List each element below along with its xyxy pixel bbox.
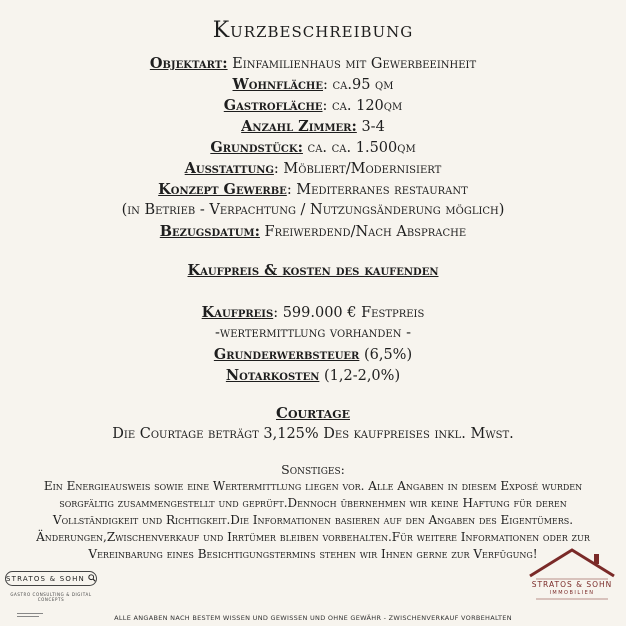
wertermittlung-note: -wertermittlung vorhanden - [215,325,411,341]
detail-wohnflaeche [0,74,626,96]
page-title: Kurzbeschreibung [212,18,414,43]
detail-value: Einfamilienhaus mit Gewerbeeinheit [227,56,477,72]
detail-value: : Möbliert/Modernisiert [273,161,442,177]
detail-label: Konzept Gewerbe [158,181,287,198]
immobilien-logo [522,546,622,606]
grunderwerb-value: (6,5%) [359,347,413,363]
detail-label: Gastrofläche [223,97,323,114]
detail-ausstattung [0,158,626,180]
detail-value: : ca. 120qm [322,98,403,114]
courtage-text: Die Courtage beträgt 3,125% Des kaufpreises inkl. Mwst. [112,426,514,442]
detail-bezugsdatum [0,221,626,243]
detail-value: : ca.95 qm [323,77,394,93]
footer-disclaimer: ALLE ANGABEN NACH BESTEM WISSEN UND GEWISSEN UND OHNE GEWÄHR - ZWISCHENVERKAUF VORBEHALTEN [114,614,512,622]
detail-label: Anzahl Zimmer: [241,118,357,135]
detail-label: Objektart: [149,55,228,72]
kaufpreis-line [0,302,626,324]
notar-value: (1,2-2,0%) [319,368,401,384]
consulting-logo-subtitle: GASTRO CONSULTING & DIGITAL CONCEPTS [10,592,92,602]
detail-value: ca. ca. 1.500qm [302,140,416,156]
detail-konzept [0,179,626,201]
detail-objektart [0,53,626,75]
grunderwerb-label: Grunderwerbsteuer [213,346,360,363]
notar-line [0,365,626,387]
notar-label: Notarkosten [225,367,320,384]
detail-grundstueck [0,137,626,159]
consulting-logo-pill [5,571,97,586]
detail-value: : Mediterranes restaurant [286,182,468,198]
kaufpreis-label: Kaufpreis [201,304,274,321]
detail-gastroflaeche [0,95,626,117]
detail-value: 3-4 [356,119,385,135]
betrieb-note: (in Betrieb - Verpachtung / Nutzungsänderung möglich) [121,202,505,218]
magnifier-icon [88,574,96,584]
immobilien-logo-brand: STRATOS & SOHN [531,580,613,589]
detail-label: Wohnfläche [232,76,324,93]
kaufpreis-value: : 599.000 € Festpreis [273,305,425,321]
courtage-heading: Courtage [276,404,350,422]
consulting-logo-brand: STRATOS & SOHN [6,574,85,583]
detail-label: Ausstattung [184,160,274,177]
sonstiges-heading: Sonstiges: [281,462,345,477]
detail-zimmer [0,116,626,138]
sonstiges-text: Ein Energieausweis sowie eine Wertermittlung liegen vor. Alle Angaben in diesem Exposé wurden sorgfältig zusammengestellt und geprüft.Dennoch übernehmen wir keine Haftung für deren Vollständigkeit und Richtigkeit.Die Informationen basieren auf den Angaben des Eigentümers. Änderungen,Zwischenverkauf und Irrtümer bleiben vorbehalten.Für weitere Informationen oder zur Vereinbarung eines Besichtigungstermins stehen wir Ihnen gerne zur Verfügung! [36,479,590,561]
immobilien-logo-subtitle: IMMOBILIEN [549,590,595,596]
kaufpreis-heading: Kaufpreis & kosten des kaufenden [187,262,439,279]
detail-label: Grundstück: [210,139,303,156]
house-roof-icon [522,546,622,606]
grunderwerb-line [0,344,626,366]
detail-value: Freiwerdend/Nach Absprache [259,224,467,240]
detail-label: Bezugsdatum: [159,223,260,240]
